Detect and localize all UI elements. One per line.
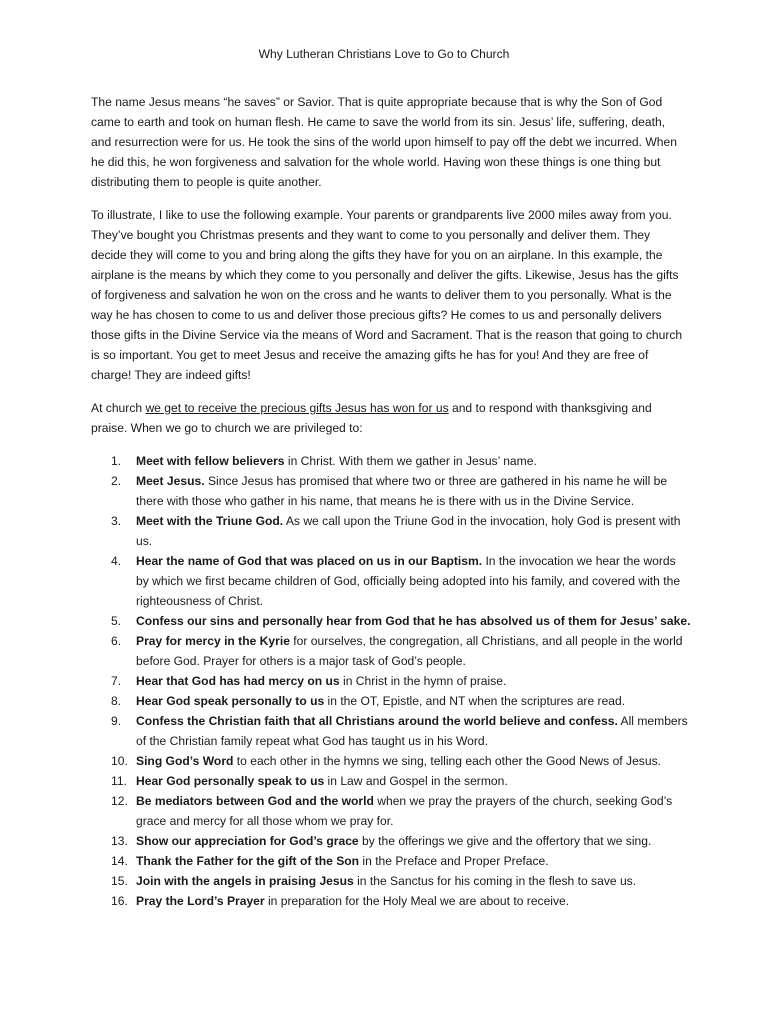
list-item [91,871,691,891]
list-item [91,451,691,471]
list-item-heading: Meet with fellow believers [136,454,285,468]
list-item-heading: Join with the angels in praising Jesus [136,874,354,888]
list-item [91,671,691,691]
list-number: 9. [111,714,122,728]
list-item-heading: Hear God speak personally to us [136,694,325,708]
list-item-heading: Confess our sins and personally hear from God that he has absolved us of them for Jesus’ sake. [136,614,691,628]
list-item [91,791,691,831]
list-number: 6. [111,634,122,648]
list-number: 12. [111,794,128,808]
list-item-text: All members of the Christian family repeat what God has taught us in his Word. [136,714,688,748]
list-item-text: in the Sanctus for his coming in the flesh to save us. [353,874,637,888]
list-item-heading: Hear that God has had mercy on us [136,674,340,688]
list-number: 1. [111,454,122,468]
list-item [91,751,691,771]
list-item [91,631,691,671]
list-item-heading: Meet Jesus. [136,474,205,488]
list-number: 16. [111,894,128,908]
document-title: Why Lutheran Christians Love to Go to Church [258,47,510,61]
list-number: 11. [111,774,127,788]
list-item [91,771,691,791]
list-item [91,831,691,851]
list-item-heading: Meet with the Triune God. [136,514,284,528]
list-item-heading: Confess the Christian faith that all Christians around the world believe and confess. [136,714,618,728]
list-item [91,851,691,871]
list-item-text: in Christ. With them we gather in Jesus’ name. [284,454,537,468]
list-item-text: in the Preface and Proper Preface. [359,854,549,868]
list-item-heading: Pray the Lord’s Prayer [136,894,265,908]
underlined-phrase: we get to receive the precious gifts Jesus has won for us [145,401,449,415]
list-item [91,471,691,511]
list-item [91,711,691,751]
list-item [91,891,691,911]
paragraph-at-church [91,398,683,438]
list-item-heading: Hear God personally speak to us [136,774,325,788]
list-item-heading: Be mediators between God and the world [136,794,374,808]
list-number: 14. [111,854,128,868]
list-number: 7. [111,674,122,688]
list-item-text: in preparation for the Holy Meal we are about to receive. [264,894,570,908]
list-item-heading: Thank the Father for the gift of the Son [136,854,360,868]
list-number: 3. [111,514,122,528]
list-item-heading: Hear the name of God that was placed on us in our Baptism. [136,554,483,568]
privileges-list [91,451,691,911]
list-number: 15. [111,874,128,888]
list-number: 8. [111,694,122,708]
list-item-text: when we pray the prayers of the church, seeking God’s grace and mercy for all those whom we pray for. [136,794,673,828]
list-item-text: for ourselves, the congregation, all Christians, and all people in the world before God. Prayer for others is a major task of God’s people. [136,634,683,668]
list-number: 2. [111,474,122,488]
paragraph-at-church-rest: and to respond with thanksgiving and praise. When we go to church we are privileged to: [91,401,652,435]
paragraph-at-church-lead: At church [91,401,146,415]
list-number: 5. [111,614,122,628]
list-number: 13. [111,834,128,848]
list-item-text: by the offerings we give and the offertory that we sing. [358,834,652,848]
list-item-text: in Law and Gospel in the sermon. [324,774,508,788]
list-item-text: to each other in the hymns we sing, telling each other the Good News of Jesus. [233,754,661,768]
paragraph-name-of-jesus: The name Jesus means “he saves” or Savior. That is quite appropriate because that is why the Son of God came to earth and took on human flesh. He came to save the world from its sin. Jesus’ life, suffering, death, and resurrection were for us. He took the sins of the world upon himself to pay off the debt we incurred. When he did this, he won forgiveness and salvation for the whole world. Having won these things is one thing but distributing them to people is quite another. [91,95,677,189]
list-item-text: in the OT, Epistle, and NT when the scriptures are read. [324,694,626,708]
list-item-heading: Sing God’s Word [136,754,234,768]
list-item-heading: Show our appreciation for God’s grace [136,834,359,848]
list-item [91,551,691,611]
list-item-heading: Pray for mercy in the Kyrie [136,634,290,648]
list-item-text: In the invocation we hear the words by which we first became children of God, officially being adopted into his family, and covered with the righteousness of Christ. [136,554,681,608]
list-item [91,511,691,551]
list-item [91,611,691,631]
list-item-text: As we call upon the Triune God in the invocation, holy God is present with us. [136,514,681,548]
list-item [91,691,691,711]
list-number: 4. [111,554,122,568]
list-number: 10. [111,754,128,768]
paragraph-illustration: To illustrate, I like to use the following example. Your parents or grandparents live 2000 miles away from you. They’ve bought you Christmas presents and they want to come to you personally and deliver them. They decide they will come to you and bring along the gifts they have for you on an airplane. In this example, the airplane is the means by which they come to you personally and deliver the gifts. Likewise, Jesus has the gifts of forgiveness and salvation he won on the cross and he wants to deliver them to you personally. What is the way he has chosen to come to us and deliver those precious gifts? He comes to us and personally delivers those gifts in the Divine Service via the means of Word and Sacrament. That is the reason that going to church is so important. You get to meet Jesus and receive the amazing gifts he has for you! And they are free of charge! They are indeed gifts! [91,208,683,382]
list-item-text: in Christ in the hymn of praise. [339,674,507,688]
list-item-text: Since Jesus has promised that where two or three are gathered in his name he will be there with those who gather in his name, that means he is there with us in the Divine Service. [136,474,668,508]
